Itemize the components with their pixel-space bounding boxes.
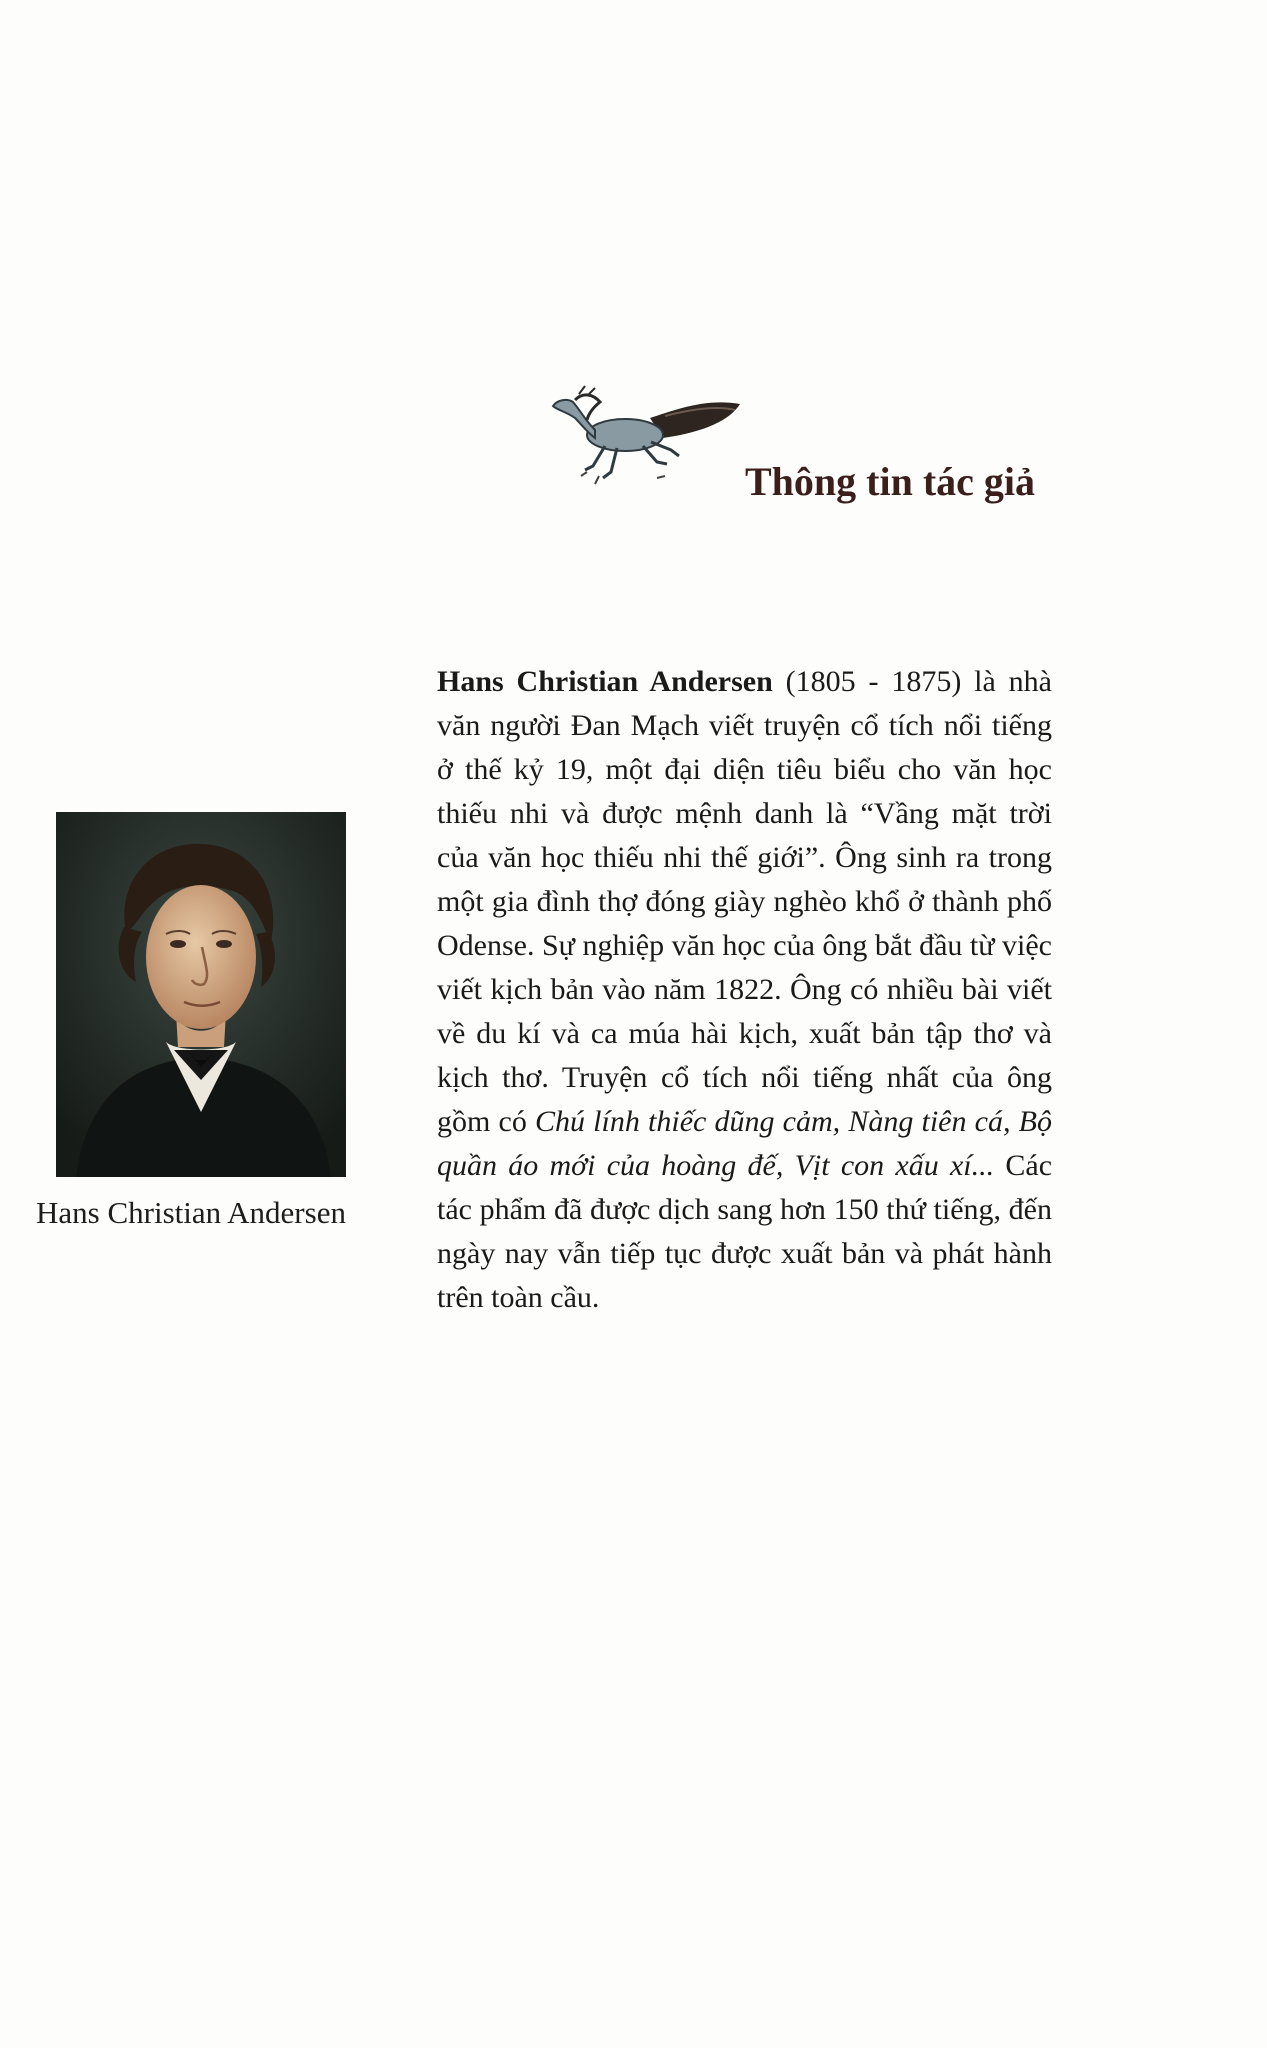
horse-icon bbox=[545, 380, 745, 500]
bio-text-part-1: (1805 - 1875) là nhà văn người Đan Mạch viết truyện cổ tích nổi tiếng ở thế kỷ 19, một đại diện tiêu biểu cho văn học thiếu nhi và được mệnh danh là “Vầng mặt trời của văn học thiếu nhi thế giới”. Ông sinh ra trong một gia đình thợ đóng giày nghèo khổ ở thành phố Odense. Sự nghiệp văn học của ông bắt đầu từ việc viết kịch bản vào năm 1822. Ông có nhiều bài viết về du kí và ca múa hài kịch, xuất bản tập thơ và kịch thơ. Truyện cổ tích nổi tiếng nhất của ông gồm có bbox=[437, 665, 1052, 1138]
portrait-image bbox=[56, 812, 346, 1177]
portrait-caption: Hans Christian Andersen bbox=[36, 1195, 346, 1230]
author-biography bbox=[437, 660, 1052, 1320]
author-portrait bbox=[56, 812, 346, 1177]
author-name: Hans Christian Andersen bbox=[437, 665, 773, 698]
bio-text-part-2: Các tác phẩm đã được dịch sang hơn 150 thứ tiếng, đến ngày nay vẫn tiếp tục được xuất bản và phát hành trên toàn cầu. bbox=[437, 1149, 1053, 1314]
section-title: Thông tin tác giả bbox=[745, 459, 1036, 504]
famous-works: Chú lính thiếc dũng cảm, Nàng tiên cá, Bộ quần áo mới của hoàng đế, Vịt con xấu xí... bbox=[437, 1105, 1052, 1182]
section-header bbox=[545, 380, 1065, 510]
